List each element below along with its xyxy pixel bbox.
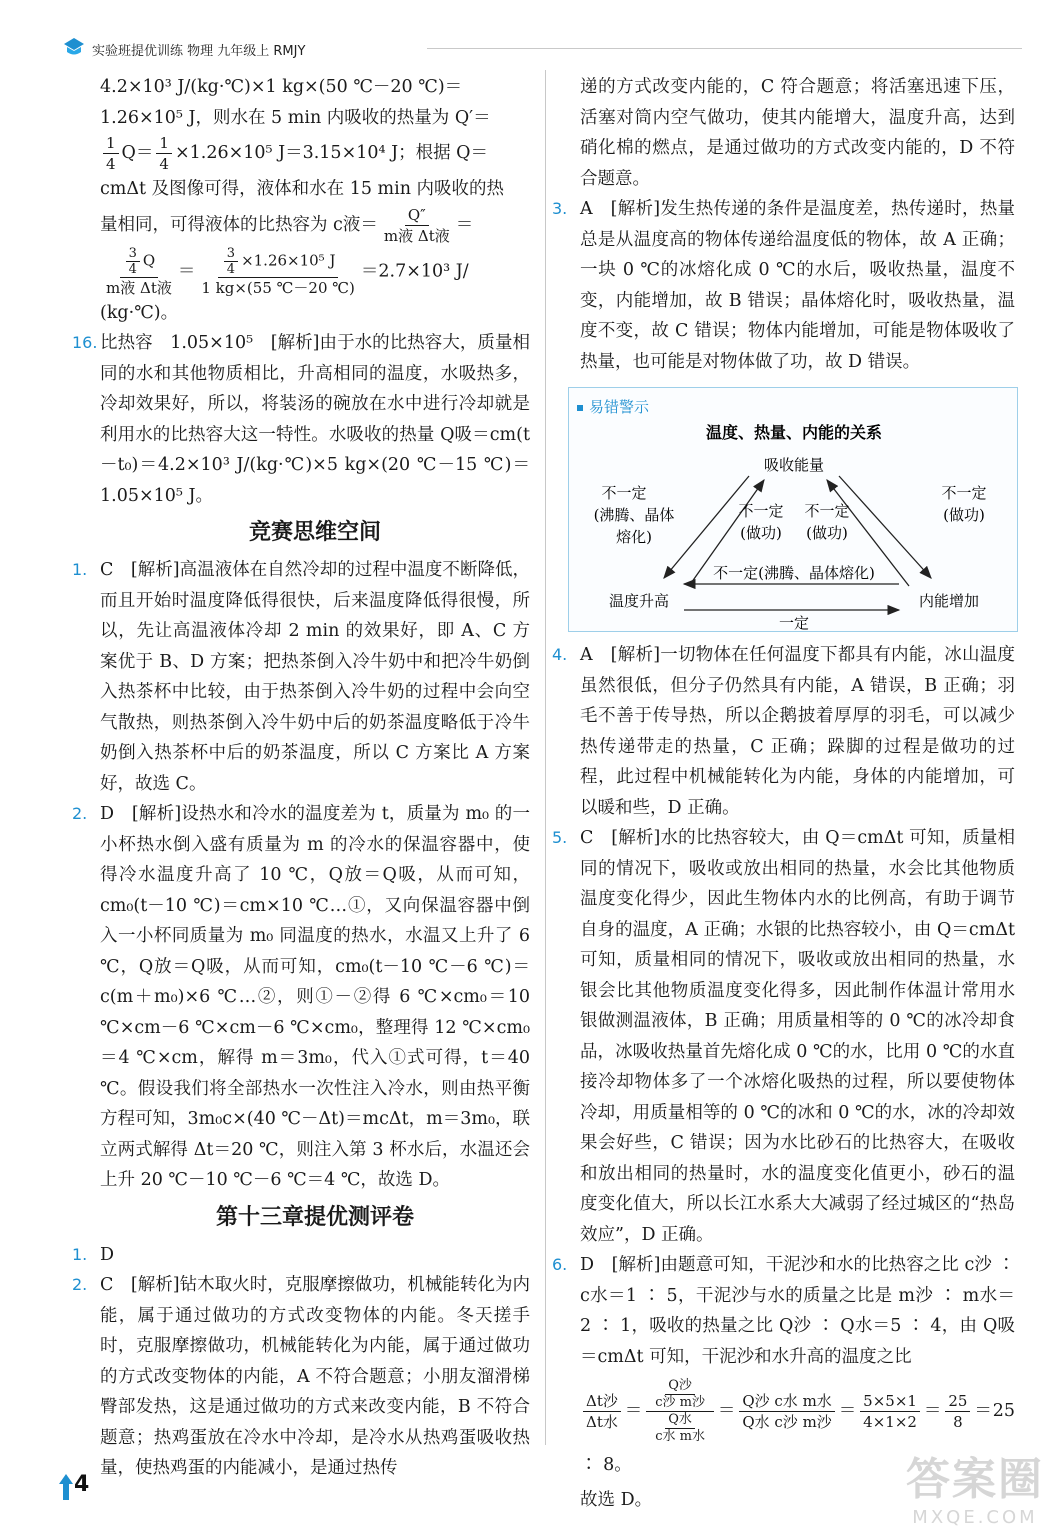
edge-label: (做功)	[943, 506, 985, 524]
header-rule	[427, 48, 1022, 49]
arrow-absorb-to-temp	[664, 476, 749, 578]
fraction: $\frac{1}{4}$	[103, 133, 119, 174]
edge-label: 不一定	[601, 484, 647, 502]
edge-label: 熔化)	[616, 528, 652, 546]
question-number: 4.	[552, 645, 568, 664]
edge-label: 一定	[778, 614, 810, 632]
text-line: Q＝	[121, 143, 154, 163]
question-number: 1.	[72, 560, 88, 579]
edge-label: (做功)	[740, 524, 782, 542]
test-answer-2-continued: 递的方式改变内能的，C 符合题意；将活塞迅速下压，活塞对筒内空气做功，使其内能增大，温度升高，达到硝化棉的燃点，是通过做功的方式改变内能的，D 不符合题意。	[580, 77, 1015, 189]
question-number: 2.	[72, 1275, 88, 1294]
text-line: ＝2.7×10³ J/	[360, 261, 469, 281]
fraction: $\frac{\text{Δt沙}}{\text{Δt水}}$	[583, 1391, 621, 1432]
test-answer-4: 4. A [解析]一切物体在任何温度下都具有内能，冰山温度虽然很低，但分子仍然具有内能，A 错误，B 正确；羽毛不善于传导热，所以企鹅披着厚厚的羽毛，可以减少热传递带走的热量，C 正确；跺脚的过程是做功的过程，此过程中机械能转化为内能，身体的内能增加，可以暖和些，D 正确。	[580, 640, 1015, 823]
test-answer-5: 5. C [解析]水的比热容较大，由 Q＝cmΔt 可知，质量相同的情况下，吸收或放出相同的热量，水会比其他物质温度变化得少，因此生物体内水的比例高，有助于调节自身的温度，A 正确；水银的比热容较小，由 Q＝cmΔt 可知，质量相同的情况下，吸收或放出相同的热量，水银会比其他物质温度变化得多，因此制作体温计常用水银做测温液体，B 正确；用质量相等的 0 ℃的冰冷却食品，冰吸收热量首先熔化成 0 ℃的水，比用 0 ℃的水直接冷却物体多了一个冰熔化吸热的过程，所以要使物体冷却，用质量相等的 0 ℃的冰和 0 ℃的水，冰的冷却效果会好些，C 错误；因为水比砂石的比热容大，在吸收和放出相同的热量时，水的温度变化值更小，砂石的温度变化值大，所以长江水系大大减弱了经过城区的“热岛效应”，D 正确。	[580, 823, 1015, 1250]
edge-label: (做功)	[806, 524, 848, 542]
edge-label: (沸腾、晶体	[593, 506, 675, 524]
answer-16: 16. 比热容 1.05×10⁵ [解析]由于水的比热容大，质量相同的水和其他物质相比，升高相同的温度，水吸热多，冷却效果好，所以，将装汤的碗放在水中进行冷却就是利用水的比热容大这一特性。水吸收的热量 Q吸＝cm(t－t₀)＝4.2×10³ J/(kg·℃)×5 kg×(20 ℃－15 ℃)＝1.05×10⁵ J。	[100, 328, 530, 511]
text-line: ×1.26×10⁵ J＝3.15×10⁴ J；根据 Q＝	[174, 143, 489, 163]
text-line: cmΔt 及图像可得，液体和水在 15 min 内吸收的热	[100, 179, 505, 199]
question-number: 2.	[72, 804, 88, 823]
test-answer-6: 6. D [解析]由题意可知，干泥沙和水的比热容之比 c沙 ∶ c水＝1 ∶ 5，干泥沙与水的质量之比是 m沙 ∶ m水＝2 ∶ 1，吸收的热量之比 Q沙 ∶ Q水＝5 ∶ 4，由 Q吸＝cmΔt 可知，干泥沙和水升高的温度之比	[580, 1250, 1015, 1372]
question-number: 16.	[72, 333, 98, 352]
test-answer-1: 1. D	[100, 1240, 530, 1271]
right-column	[552, 72, 1016, 1516]
edge-label: 不一定	[941, 484, 987, 502]
question-number: 6.	[552, 1255, 568, 1274]
edge-label: 不一定(沸腾、晶体熔化)	[713, 564, 875, 582]
edge-label: 不一定	[804, 502, 850, 520]
watermark: 答案圈 MXQE.COM	[906, 1454, 1044, 1528]
diagram-title: 温度、热量、内能的关系	[705, 423, 883, 442]
question-number: 3.	[552, 199, 568, 218]
fraction: $\frac{\text{Q沙 c水 m水}}{\text{Q水 c沙 m沙}}$	[739, 1391, 834, 1432]
book-logo-icon	[62, 36, 86, 58]
text-line: 1.26×10⁵ J，则水在 5 min 内吸收的热量为 Q′＝	[100, 107, 491, 128]
node-temperature-rise: 温度升高	[608, 592, 670, 610]
fraction: $\frac{Q''}{\text{m液 Δt液}}$	[383, 205, 450, 245]
column-divider	[545, 70, 546, 1445]
competition-answer-2: 2. D [解析]设热水和冷水的温度差为 t，质量为 m₀ 的一小杯热水倒入盛有质量为 m 的冷水的保温容器中，使得冷水温度升高了 10 ℃，Q放＝Q吸，从而可知，cm₀(t－10 ℃)＝cm×10 ℃…①，又向保温容器中倒入一小杯同质量为 m₀ 同温度的热水，水温又上升了 6 ℃，Q放＝Q吸，从而可知，cm₀(t－10 ℃－6 ℃)＝c(m＋m₀)×6 ℃…②，则①－②得 6 ℃×cm₀＝10 ℃×cm－6 ℃×cm－6 ℃×cm₀，整理得 12 ℃×cm₀＝4 ℃×cm，解得 m＝3m₀，代入①式可得，t＝40 ℃。假设我们将全部热水一次性注入冷水，则由热平衡方程可知，3m₀c×(40 ℃－Δt)＝mcΔt，m＝3m₀，联立两式解得 Δt＝20 ℃，则注入第 3 杯水后，水温还会上升 20 ℃－10 ℃－6 ℃＝4 ℃，故选 D。	[100, 799, 530, 1196]
warning-label: 易错警示	[577, 392, 649, 423]
test-answer-6-end: 故选 D。	[580, 1490, 653, 1510]
fraction: $\frac{3}{4}$ ×1.26×10⁵ J 1 kg×(55 ℃－20 ℃)	[201, 245, 355, 297]
fraction: $\frac{5\times 5\times 1}{4\times 1\times 2}$	[860, 1391, 920, 1432]
question-number: 5.	[552, 828, 568, 847]
relation-diagram	[569, 388, 1019, 633]
test-answer-3: 3. A [解析]发生热传递的条件是温度差，热传递时，热量总是从温度高的物体传递给温度低的物体，故 A 正确；一块 0 ℃的冰熔化成 0 ℃的水后，吸收热量，温度不变，内能增加，故 B 错误；晶体熔化时，吸收热量，温度不变，故 C 错误；物体内能增加，可能是物体吸收了热量，也可能是对物体做了功，故 D 错误。	[580, 194, 1015, 377]
text-line: 4.2×10³ J/(kg·℃)×1 kg×(50 ℃－20 ℃)＝	[100, 77, 463, 97]
text-line: ＝	[177, 261, 196, 281]
fraction: $\frac{3}{4}$ Q m液 Δt液	[106, 245, 172, 297]
page-number: 4	[74, 1472, 90, 1497]
text-line: 量相同，可得液体的比热容为 c液＝	[100, 214, 378, 235]
section-title-chapter-13-test: 第十三章提优测评卷	[215, 1204, 414, 1230]
ratio-formula: $\frac{\text{Δt沙}}{\text{Δt水}}$ ＝ $\frac{\frac{\text{Q沙}}{\text{c沙 m沙}}}{\frac{\text{Q水}}{\text{c水 m水}}}$ ＝ $\frac{\text{Q沙 c水 m水}}{\text{Q水 c沙 m沙}}$ ＝ $\frac{5\times 5\times 1}{4\times 1\times 2}$ ＝ $\frac{25}{8}$ ＝25 ∶ 8。	[580, 1378, 1016, 1475]
arrow-absorb-to-energy	[839, 476, 931, 578]
header-title: 实验班提优训练 物理 九年级上 RMJY	[92, 44, 306, 59]
text-line: (kg·℃)。	[100, 302, 179, 323]
error-warning-box	[568, 387, 1018, 632]
test-answer-2: 2. C [解析]钻木取火时，克服摩擦做功，机械能转化为内能，属于通过做功的方式改变物体的内能。冬天搓手时，克服摩擦做功，机械能转化为内能，属于通过做功的方式改变物体的内能，A 不符合题意；小朋友溜滑梯臀部发热，这是通过做功的方式来改变内能，B 不符合题意；热鸡蛋放在冷水中冷却，是冷水从热鸡蛋吸收热量，使热鸡蛋的内能减小，是通过热传	[100, 1270, 530, 1484]
node-internal-energy-increase: 内能增加	[918, 592, 980, 610]
question-number: 1.	[72, 1244, 88, 1264]
page-number-badge	[58, 1470, 108, 1504]
competition-answer-1: 1. C [解析]高温液体在自然冷却的过程中温度不断降低，而且开始时温度降低得很快，后来温度降低得很慢，所以，先让高温液体冷却 2 min 的效果好，即 A、C 方案优于 B、D 方案；把热茶倒入冷牛奶中和把冷牛奶倒入热茶杯中比较，由于热茶倒入冷牛奶的过程中会向空气散热，则热茶倒入冷牛奶中后的奶茶温度略低于冷牛奶倒入热茶杯中后的奶茶温度，所以 C 方案比 A 方案好，故选 C。	[100, 555, 530, 799]
fraction: $\frac{25}{8}$	[945, 1391, 970, 1432]
page-header	[62, 30, 1022, 66]
fraction: $\frac{\frac{\text{Q沙}}{\text{c沙 m沙}}}{\frac{\text{Q水}}{\text{c水 m水}}}$	[646, 1378, 714, 1445]
text-line: ＝	[455, 214, 474, 235]
edge-label: 不一定	[738, 502, 784, 520]
fraction: $\frac{1}{4}$	[156, 133, 172, 174]
page-arrow-icon	[58, 1472, 74, 1502]
section-title-competition: 竞赛思维空间	[248, 520, 381, 545]
left-column	[72, 72, 530, 1484]
node-absorb-energy: 吸收能量	[763, 456, 825, 474]
answer-15-continued	[100, 72, 530, 328]
